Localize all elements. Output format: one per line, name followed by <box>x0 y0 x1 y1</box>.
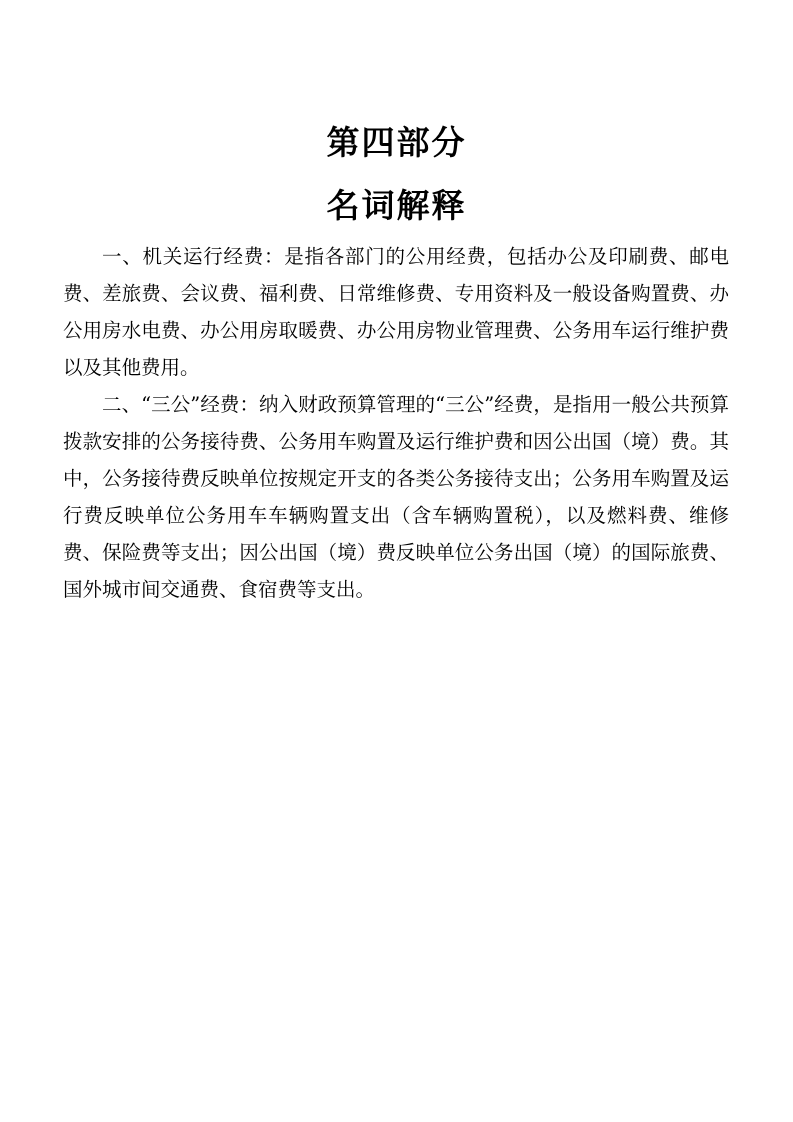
paragraph-three-public-expenses: 二、“三公”经费：纳入财政预算管理的“三公”经费，是指用一般公共预算拨款安排的公务接待费、公务用车购置及运行维护费和因公出国（境）费。其中，公务接待费反映单位按规定开支的各类公务接待支出；公务用车购置及运行费反映单位公务用车车辆购置支出（含车辆购置税），以及燃料费、维修费、保险费等支出；因公出国（境）费反映单位公务出国（境）的国际旅费、国外城市间交通费、食宿费等支出。 <box>63 393 729 601</box>
document-body <box>63 238 729 608</box>
part-title: 第四部分 <box>326 123 467 162</box>
paragraph-operating-expenses: 一、机关运行经费：是指各部门的公用经费，包括办公及印刷费、邮电费、差旅费、会议费、福利费、日常维修费、专用资料及一般设备购置费、办公用房水电费、办公用房取暖费、办公用房物业管理费、公务用车运行维护费以及其他费用。 <box>63 245 729 379</box>
section-title: 名词解释 <box>326 186 467 225</box>
